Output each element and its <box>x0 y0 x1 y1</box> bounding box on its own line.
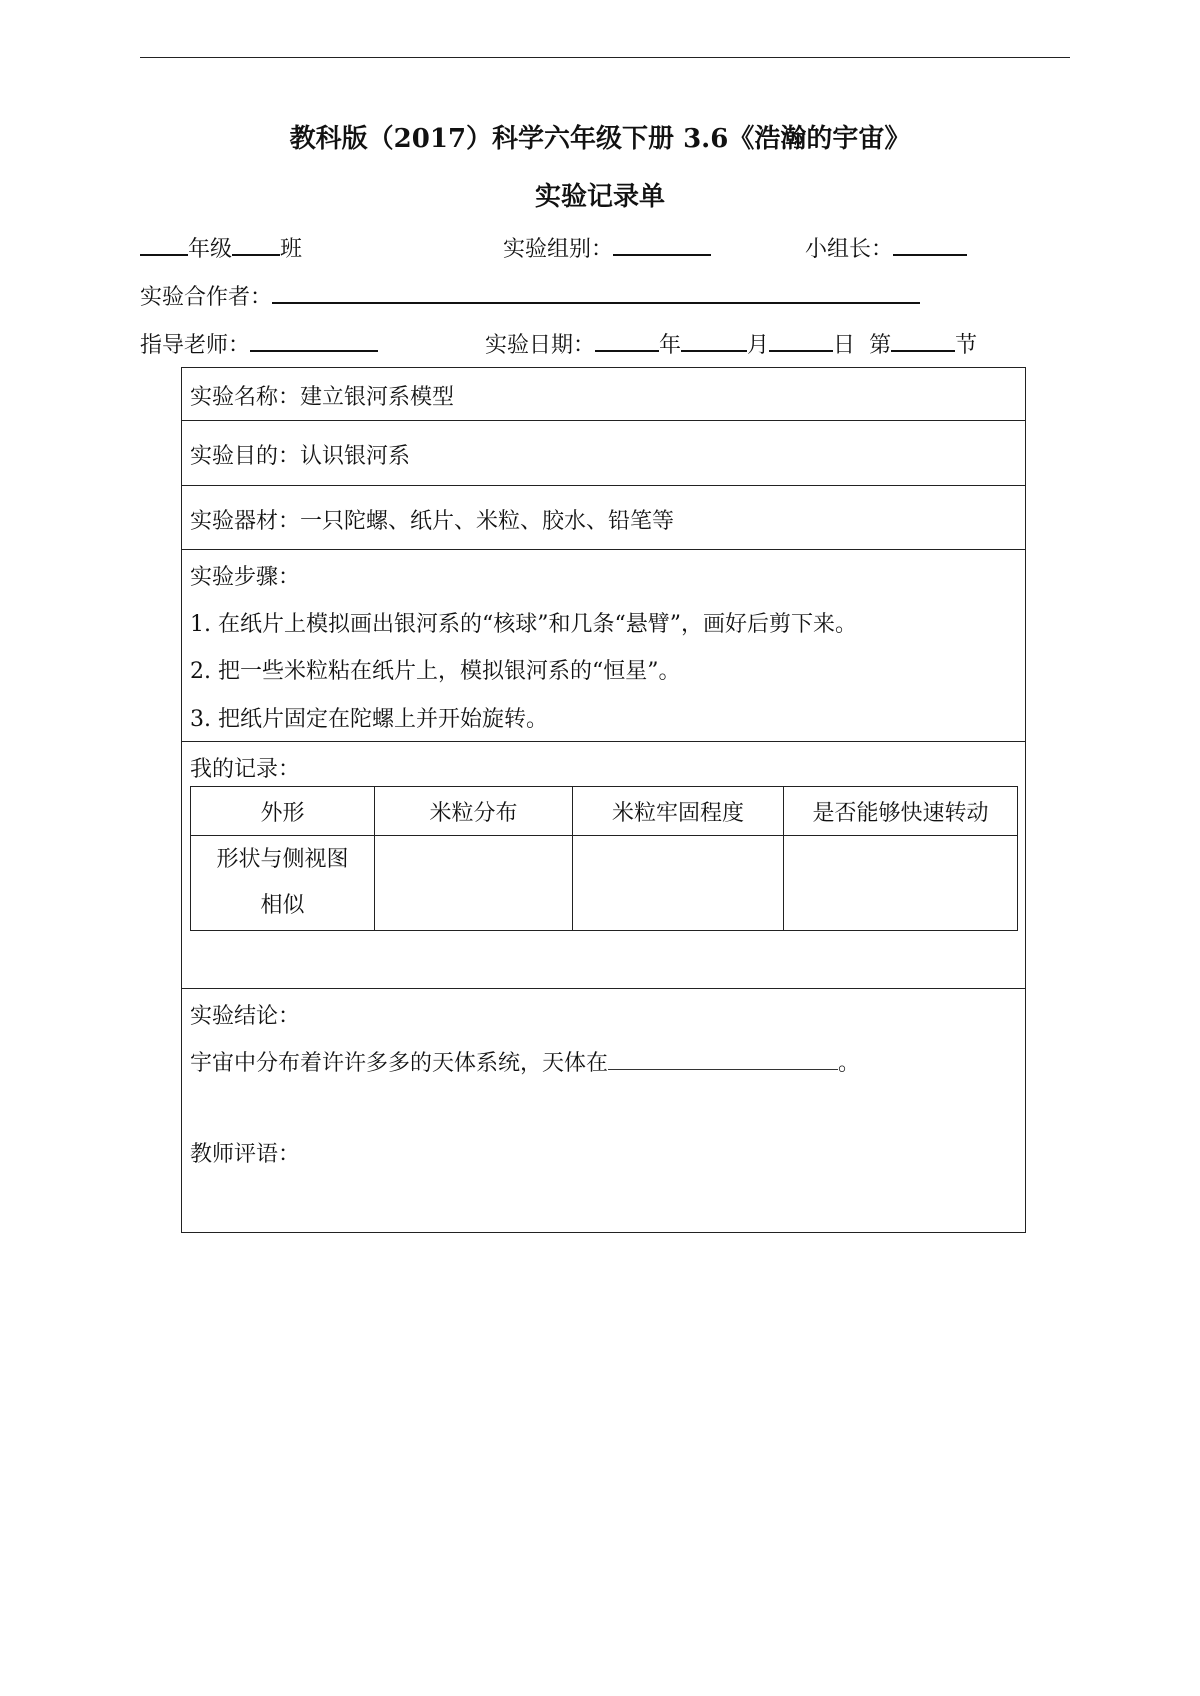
class-blank[interactable] <box>232 232 280 256</box>
col-fast-rotation: 是否能够快速转动 <box>784 787 1018 836</box>
leader-field[interactable] <box>805 232 967 263</box>
day-blank[interactable] <box>769 328 833 352</box>
year-label: 年 <box>659 333 682 358</box>
partners-label: 实验合作者： <box>140 285 273 310</box>
info-line-partners <box>140 280 1070 314</box>
year-blank[interactable] <box>595 328 659 352</box>
row-experiment-materials <box>182 486 1025 550</box>
month-label: 月 <box>747 333 770 358</box>
row-conclusion <box>182 989 1025 1234</box>
step-3: 3. 把纸片固定在陀螺上并开始旋转。 <box>190 707 548 732</box>
group-blank[interactable] <box>613 232 711 256</box>
info-line-grade <box>140 232 1070 266</box>
table-row <box>191 836 1018 931</box>
col-rice-distribution: 米粒分布 <box>375 787 573 836</box>
conclusion-end: 。 <box>838 1051 861 1076</box>
cell-shape-line1: 形状与侧视图 <box>216 847 349 872</box>
cell-rice-distribution[interactable] <box>375 836 573 931</box>
leader-blank[interactable] <box>893 232 967 256</box>
cell-shape[interactable] <box>191 836 375 931</box>
record-table-header <box>191 787 1018 836</box>
period-prefix: 第 <box>869 333 892 358</box>
teacher-field[interactable] <box>140 328 378 359</box>
page-title: 教科版（2017）科学六年级下册 3.6《浩瀚的宇宙》 <box>289 124 911 154</box>
info-line-teacher-date <box>140 328 1070 362</box>
grade-blank[interactable] <box>140 232 188 256</box>
period-blank[interactable] <box>891 328 955 352</box>
conclusion-sentence: 宇宙中分布着许许多多的天体系统，天体在 <box>190 1051 609 1076</box>
period-label: 节 <box>955 333 978 358</box>
record-table <box>190 786 1018 931</box>
grade-field[interactable] <box>140 232 302 263</box>
date-field[interactable] <box>485 328 977 359</box>
grade-label: 年级 <box>188 237 233 262</box>
experiment-name: 实验名称：建立银河系模型 <box>190 385 455 410</box>
group-label: 实验组别： <box>503 237 614 262</box>
date-label: 实验日期： <box>485 333 596 358</box>
col-rice-firmness: 米粒牢固程度 <box>573 787 784 836</box>
row-experiment-name <box>182 368 1025 421</box>
teacher-blank[interactable] <box>250 328 378 352</box>
conclusion-blank[interactable] <box>608 1047 838 1070</box>
step-1: 1. 在纸片上模拟画出银河系的“核球”和几条“悬臂”，画好后剪下来。 <box>190 612 857 637</box>
cell-shape-line2: 相似 <box>260 893 305 918</box>
teacher-comment-label: 教师评语： <box>190 1142 301 1167</box>
record-label: 我的记录： <box>190 757 301 782</box>
partners-field[interactable] <box>140 280 920 311</box>
class-label: 班 <box>280 237 303 262</box>
conclusion-label: 实验结论： <box>190 1004 301 1029</box>
row-experiment-steps <box>182 550 1025 742</box>
row-experiment-purpose <box>182 421 1025 486</box>
group-field[interactable] <box>503 232 711 263</box>
col-shape: 外形 <box>191 787 375 836</box>
cell-rice-firmness[interactable] <box>573 836 784 931</box>
steps-label: 实验步骤： <box>190 565 301 590</box>
step-2: 2. 把一些米粒粘在纸片上，模拟银河系的“恒星”。 <box>190 659 681 684</box>
page-subtitle: 实验记录单 <box>534 182 665 212</box>
partners-blank[interactable] <box>272 280 920 304</box>
top-rule <box>140 57 1070 58</box>
cell-fast-rotation[interactable] <box>784 836 1018 931</box>
record-sheet <box>181 367 1026 1233</box>
day-label: 日 <box>833 333 856 358</box>
experiment-materials: 实验器材：一只陀螺、纸片、米粒、胶水、铅笔等 <box>190 509 675 534</box>
conclusion-text <box>190 1046 860 1077</box>
leader-label: 小组长： <box>805 237 894 262</box>
teacher-label: 指导老师： <box>140 333 251 358</box>
month-blank[interactable] <box>681 328 747 352</box>
experiment-purpose: 实验目的：认识银河系 <box>190 444 411 469</box>
